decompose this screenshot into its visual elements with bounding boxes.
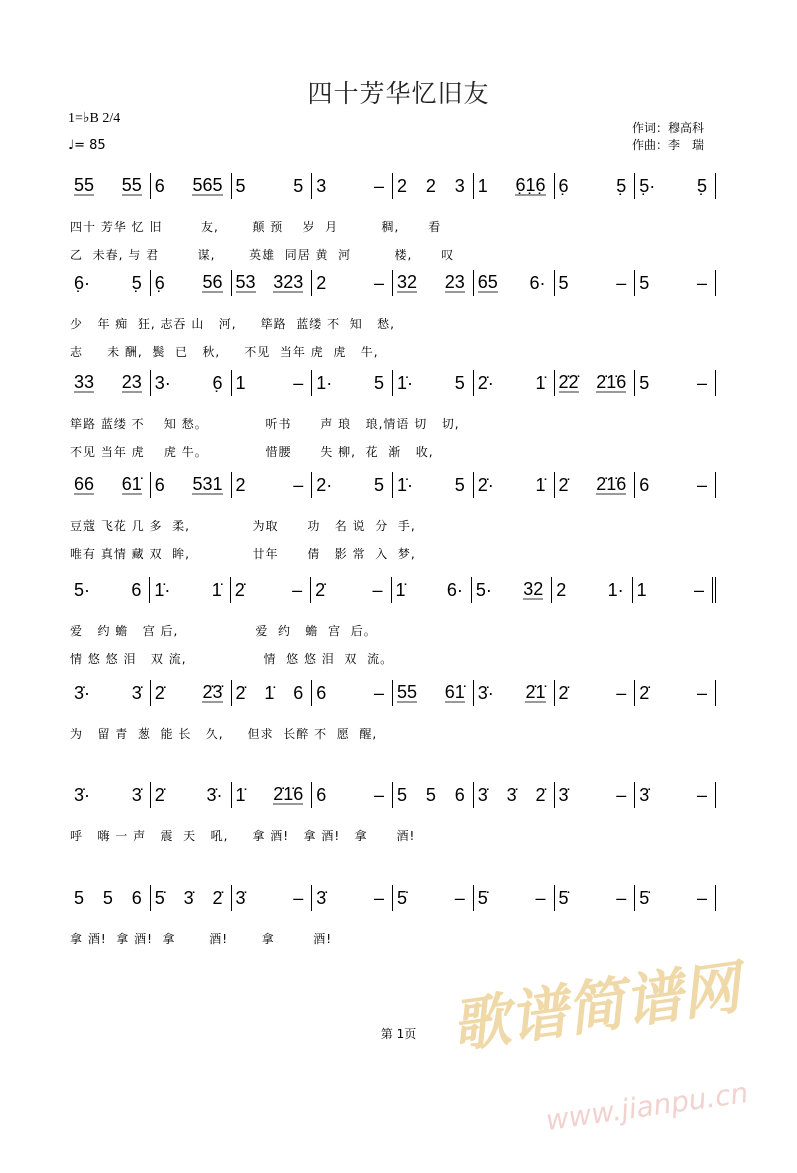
note: –	[373, 175, 384, 196]
note: 6	[293, 682, 304, 703]
note: 3·	[154, 372, 171, 393]
lyric-line: 少 年 痴 狂, 志吞 山 河, 筚路 蓝缕 不 知 愁,	[70, 317, 395, 331]
measure	[232, 885, 313, 911]
note: 23	[121, 372, 142, 392]
note: 6̣	[154, 272, 165, 293]
note: 5̣·	[639, 175, 656, 196]
lyric-line: 志 未 酬, 鬓 已 秋, 不见 当年 虎 虎 牛,	[70, 345, 379, 359]
lyric-line: 乙 未春, 与 君 谋, 英雄 同居 黄 河 楼, 叹	[70, 248, 455, 262]
measure	[312, 270, 393, 296]
note: 53	[235, 272, 256, 292]
measure	[70, 885, 151, 911]
note: 3̇	[183, 887, 194, 908]
measure	[393, 472, 474, 498]
note: 2̇	[234, 579, 245, 600]
note: 55	[74, 175, 95, 195]
note: 1̇·	[154, 579, 171, 600]
tempo-marking: ♩= 85	[68, 138, 106, 153]
measure	[70, 680, 151, 706]
note: 1̇·	[397, 372, 414, 393]
note: 6	[316, 682, 327, 703]
note: 2̇	[639, 682, 650, 703]
note: –	[535, 887, 546, 908]
measure	[232, 472, 313, 498]
score-row	[70, 472, 716, 568]
measure	[312, 472, 393, 498]
note: 5	[454, 474, 465, 495]
note: 2̇1̇	[525, 682, 546, 702]
lyric-line: 四十 芳华 忆 旧 友, 颠 预 岁 月 稠, 看	[70, 220, 442, 234]
measure	[312, 370, 393, 396]
score-row	[70, 577, 716, 673]
note: 1·	[316, 372, 333, 393]
note: –	[616, 784, 627, 805]
measure	[311, 577, 391, 603]
note: 66	[74, 474, 95, 494]
note: –	[616, 682, 627, 703]
note: 2̇	[212, 887, 223, 908]
measure	[555, 885, 636, 911]
note: 2·	[316, 474, 333, 495]
note: 5	[558, 272, 569, 293]
measure	[232, 370, 313, 396]
note: 2	[235, 474, 246, 495]
note: 1̇	[395, 579, 406, 600]
note: 5̣	[696, 175, 707, 196]
note: 1	[636, 579, 647, 600]
measure	[555, 782, 636, 808]
note: 3̇	[639, 784, 650, 805]
note: 5	[74, 887, 85, 908]
note: 3̇	[235, 887, 246, 908]
score-row	[70, 270, 716, 366]
note: 6̣	[558, 175, 569, 196]
measure	[635, 472, 716, 498]
note: 56	[202, 272, 223, 292]
measure	[474, 782, 555, 808]
note: 531	[192, 474, 223, 494]
note: 5	[102, 887, 113, 908]
note: 6̣	[212, 372, 223, 393]
note: 5·	[475, 579, 492, 600]
note: 23	[444, 272, 465, 292]
note: 3̇	[316, 887, 327, 908]
lyric-line: 筚路 蓝缕 不 知 愁。 听书 声 琅 琅,情语 切 切,	[70, 417, 460, 431]
note: 2̇	[154, 682, 165, 703]
note: 2̇	[535, 784, 546, 805]
measure	[555, 680, 636, 706]
note: 3̇·	[74, 682, 91, 703]
score-row	[70, 370, 716, 466]
note: 2̇	[558, 682, 569, 703]
key-signature: 1=♭B 2/4	[68, 111, 121, 126]
measure	[232, 680, 313, 706]
note: 1	[235, 372, 246, 393]
note: 5̇	[397, 887, 408, 908]
note: 2̇1̇6	[596, 372, 627, 392]
notation-line	[70, 370, 716, 396]
note: 55	[397, 682, 418, 702]
note: 3̇·	[206, 784, 223, 805]
note: 3̇	[506, 784, 517, 805]
note: 65	[477, 272, 498, 292]
measure	[393, 680, 474, 706]
score-row	[70, 173, 716, 269]
note: 6	[316, 784, 327, 805]
lyric-line: 唯有 真情 藏 双 眸, 廿年 倩 影 常 入 梦,	[70, 547, 416, 561]
lyricist: 作词：穆高科	[632, 121, 705, 135]
notation-line	[70, 782, 716, 808]
note: 5	[639, 272, 650, 293]
note: 5	[454, 372, 465, 393]
note: 6̣1̣6̣	[515, 175, 546, 195]
note: 32	[523, 579, 544, 599]
measure	[150, 577, 230, 603]
notation-line	[70, 885, 716, 911]
lyric-line: 情 悠 悠 泪 双 流, 情 悠 悠 泪 双 流。	[70, 652, 394, 666]
note: –	[616, 272, 627, 293]
measure	[555, 173, 636, 199]
measure	[393, 885, 474, 911]
measure	[70, 577, 150, 603]
measure	[151, 472, 232, 498]
note: 1̇	[535, 372, 546, 393]
note: 1	[477, 175, 488, 196]
measure	[635, 680, 716, 706]
note: 5·	[74, 579, 91, 600]
note: 5	[397, 784, 408, 805]
note: –	[372, 579, 383, 600]
note: 2	[316, 272, 327, 293]
note: 6·	[529, 272, 546, 293]
note: 2̇·	[477, 372, 494, 393]
note: –	[293, 474, 304, 495]
note: 3	[316, 175, 327, 196]
note: –	[696, 474, 707, 495]
measure	[70, 782, 151, 808]
note: 6	[639, 474, 650, 495]
note: 2̇	[558, 474, 569, 495]
note: 1̇·	[397, 474, 414, 495]
note: 2̇	[315, 579, 326, 600]
measure	[555, 370, 636, 396]
measure	[635, 173, 716, 199]
note: 6̣·	[74, 272, 91, 293]
watermark-logo: 歌谱简谱网	[447, 953, 745, 1061]
measure	[231, 577, 311, 603]
note: 2	[425, 175, 436, 196]
measure	[151, 270, 232, 296]
note: –	[616, 887, 627, 908]
note: –	[696, 682, 707, 703]
measure	[472, 577, 552, 603]
notation-line	[70, 472, 716, 498]
note: –	[696, 272, 707, 293]
measure	[70, 472, 151, 498]
lyric-line: 豆蔻 飞花 几 多 柔, 为取 功 名 说 分 手,	[70, 519, 416, 533]
measure	[635, 270, 716, 296]
lyric-line: 为 留 青 葱 能 长 久, 但求 长醉 不 愿 醒,	[70, 727, 378, 741]
note: 565	[192, 175, 223, 195]
measure	[151, 173, 232, 199]
measure	[393, 270, 474, 296]
note: –	[373, 682, 384, 703]
note: –	[292, 579, 303, 600]
note: –	[373, 272, 384, 293]
note: 2	[556, 579, 567, 600]
note: 61̇	[121, 474, 142, 494]
note: 6	[131, 887, 142, 908]
measure	[474, 680, 555, 706]
notation-line	[70, 270, 716, 296]
note: 5̇	[154, 887, 165, 908]
note: 5	[425, 784, 436, 805]
measure	[393, 370, 474, 396]
note: –	[693, 579, 704, 600]
notation-line	[70, 680, 716, 706]
measure	[392, 577, 472, 603]
note: 5̣	[616, 175, 627, 196]
notation-line	[70, 577, 716, 603]
note: 32	[397, 272, 418, 292]
note: 2̇2̇	[558, 372, 579, 392]
note: 3	[454, 175, 465, 196]
note: 6·	[446, 579, 463, 600]
lyric-line: 爱 约 蟾 宫 后, 爱 约 蟾 宫 后。	[70, 624, 377, 638]
measure	[474, 885, 555, 911]
measure	[312, 782, 393, 808]
note: 1̇	[535, 474, 546, 495]
measure	[70, 173, 151, 199]
note: 3̇·	[74, 784, 91, 805]
measure	[635, 885, 716, 911]
note: –	[373, 887, 384, 908]
measure	[474, 472, 555, 498]
note: 5	[293, 175, 304, 196]
note: 3̇	[477, 784, 488, 805]
measure	[151, 885, 232, 911]
note: 2	[397, 175, 408, 196]
note: 2̇	[235, 682, 246, 703]
measure	[151, 782, 232, 808]
note: 5̇	[639, 887, 650, 908]
note: 2̇	[154, 784, 165, 805]
note: 1·	[607, 579, 624, 600]
score-row	[70, 885, 716, 953]
measure	[70, 270, 151, 296]
measure	[232, 782, 313, 808]
note: 1̇	[211, 579, 222, 600]
measure	[312, 885, 393, 911]
note: 6	[154, 175, 165, 196]
lyric-line: 呼 嗨 一 声 震 天 吼, 拿 酒! 拿 酒! 拿 酒!	[70, 829, 416, 843]
note: –	[293, 887, 304, 908]
note: 5	[373, 372, 384, 393]
note: 5	[639, 372, 650, 393]
note: 1̇	[264, 682, 275, 703]
measure	[635, 370, 716, 396]
note: 3̇	[558, 784, 569, 805]
note: 6	[154, 474, 165, 495]
note: –	[696, 784, 707, 805]
measure	[232, 270, 313, 296]
credits	[632, 120, 704, 154]
note: 323	[273, 272, 304, 292]
note: –	[373, 784, 384, 805]
score-row	[70, 782, 716, 850]
note: 2̇1̇6	[273, 784, 304, 804]
measure	[70, 370, 151, 396]
note: 6	[131, 579, 142, 600]
page-number: 第 1页	[380, 1027, 417, 1041]
lyric-line: 不见 当年 虎 虎 牛。 惜腰 失 柳, 花 渐 收,	[70, 445, 434, 459]
measure	[633, 577, 716, 603]
note: 5̇	[477, 887, 488, 908]
measure	[474, 270, 555, 296]
measure	[232, 173, 313, 199]
score-row	[70, 680, 716, 748]
measure	[474, 173, 555, 199]
note: –	[293, 372, 304, 393]
note: 5	[235, 175, 246, 196]
measure	[393, 782, 474, 808]
measure	[151, 680, 232, 706]
note: 2̇3̇	[202, 682, 223, 702]
note: 5̇	[558, 887, 569, 908]
watermark-url: www.jianpu.cn	[543, 1075, 751, 1138]
note: –	[696, 887, 707, 908]
composer: 作曲：李 瑞	[632, 138, 705, 152]
note: 33	[74, 372, 95, 392]
note: 2̇·	[477, 474, 494, 495]
measure	[555, 270, 636, 296]
note: 6	[454, 784, 465, 805]
note: 5	[373, 474, 384, 495]
measure	[474, 370, 555, 396]
measure	[312, 680, 393, 706]
note: 3̇	[131, 682, 142, 703]
note: –	[454, 887, 465, 908]
notation-line	[70, 173, 716, 199]
note: 2̇1̇6	[596, 474, 627, 494]
measure	[393, 173, 474, 199]
note: 3̇·	[477, 682, 494, 703]
note: 5̣	[131, 272, 142, 293]
lyric-line: 拿 酒! 拿 酒! 拿 酒! 拿 酒!	[70, 932, 333, 946]
measure	[312, 173, 393, 199]
note: 61̇	[444, 682, 465, 702]
measure	[635, 782, 716, 808]
song-title: 四十芳华忆旧友	[307, 79, 490, 108]
measure	[151, 370, 232, 396]
note: –	[696, 372, 707, 393]
measure	[552, 577, 632, 603]
measure	[555, 472, 636, 498]
note: 3̇	[131, 784, 142, 805]
note: 55	[121, 175, 142, 195]
note: 1̇	[235, 784, 246, 805]
